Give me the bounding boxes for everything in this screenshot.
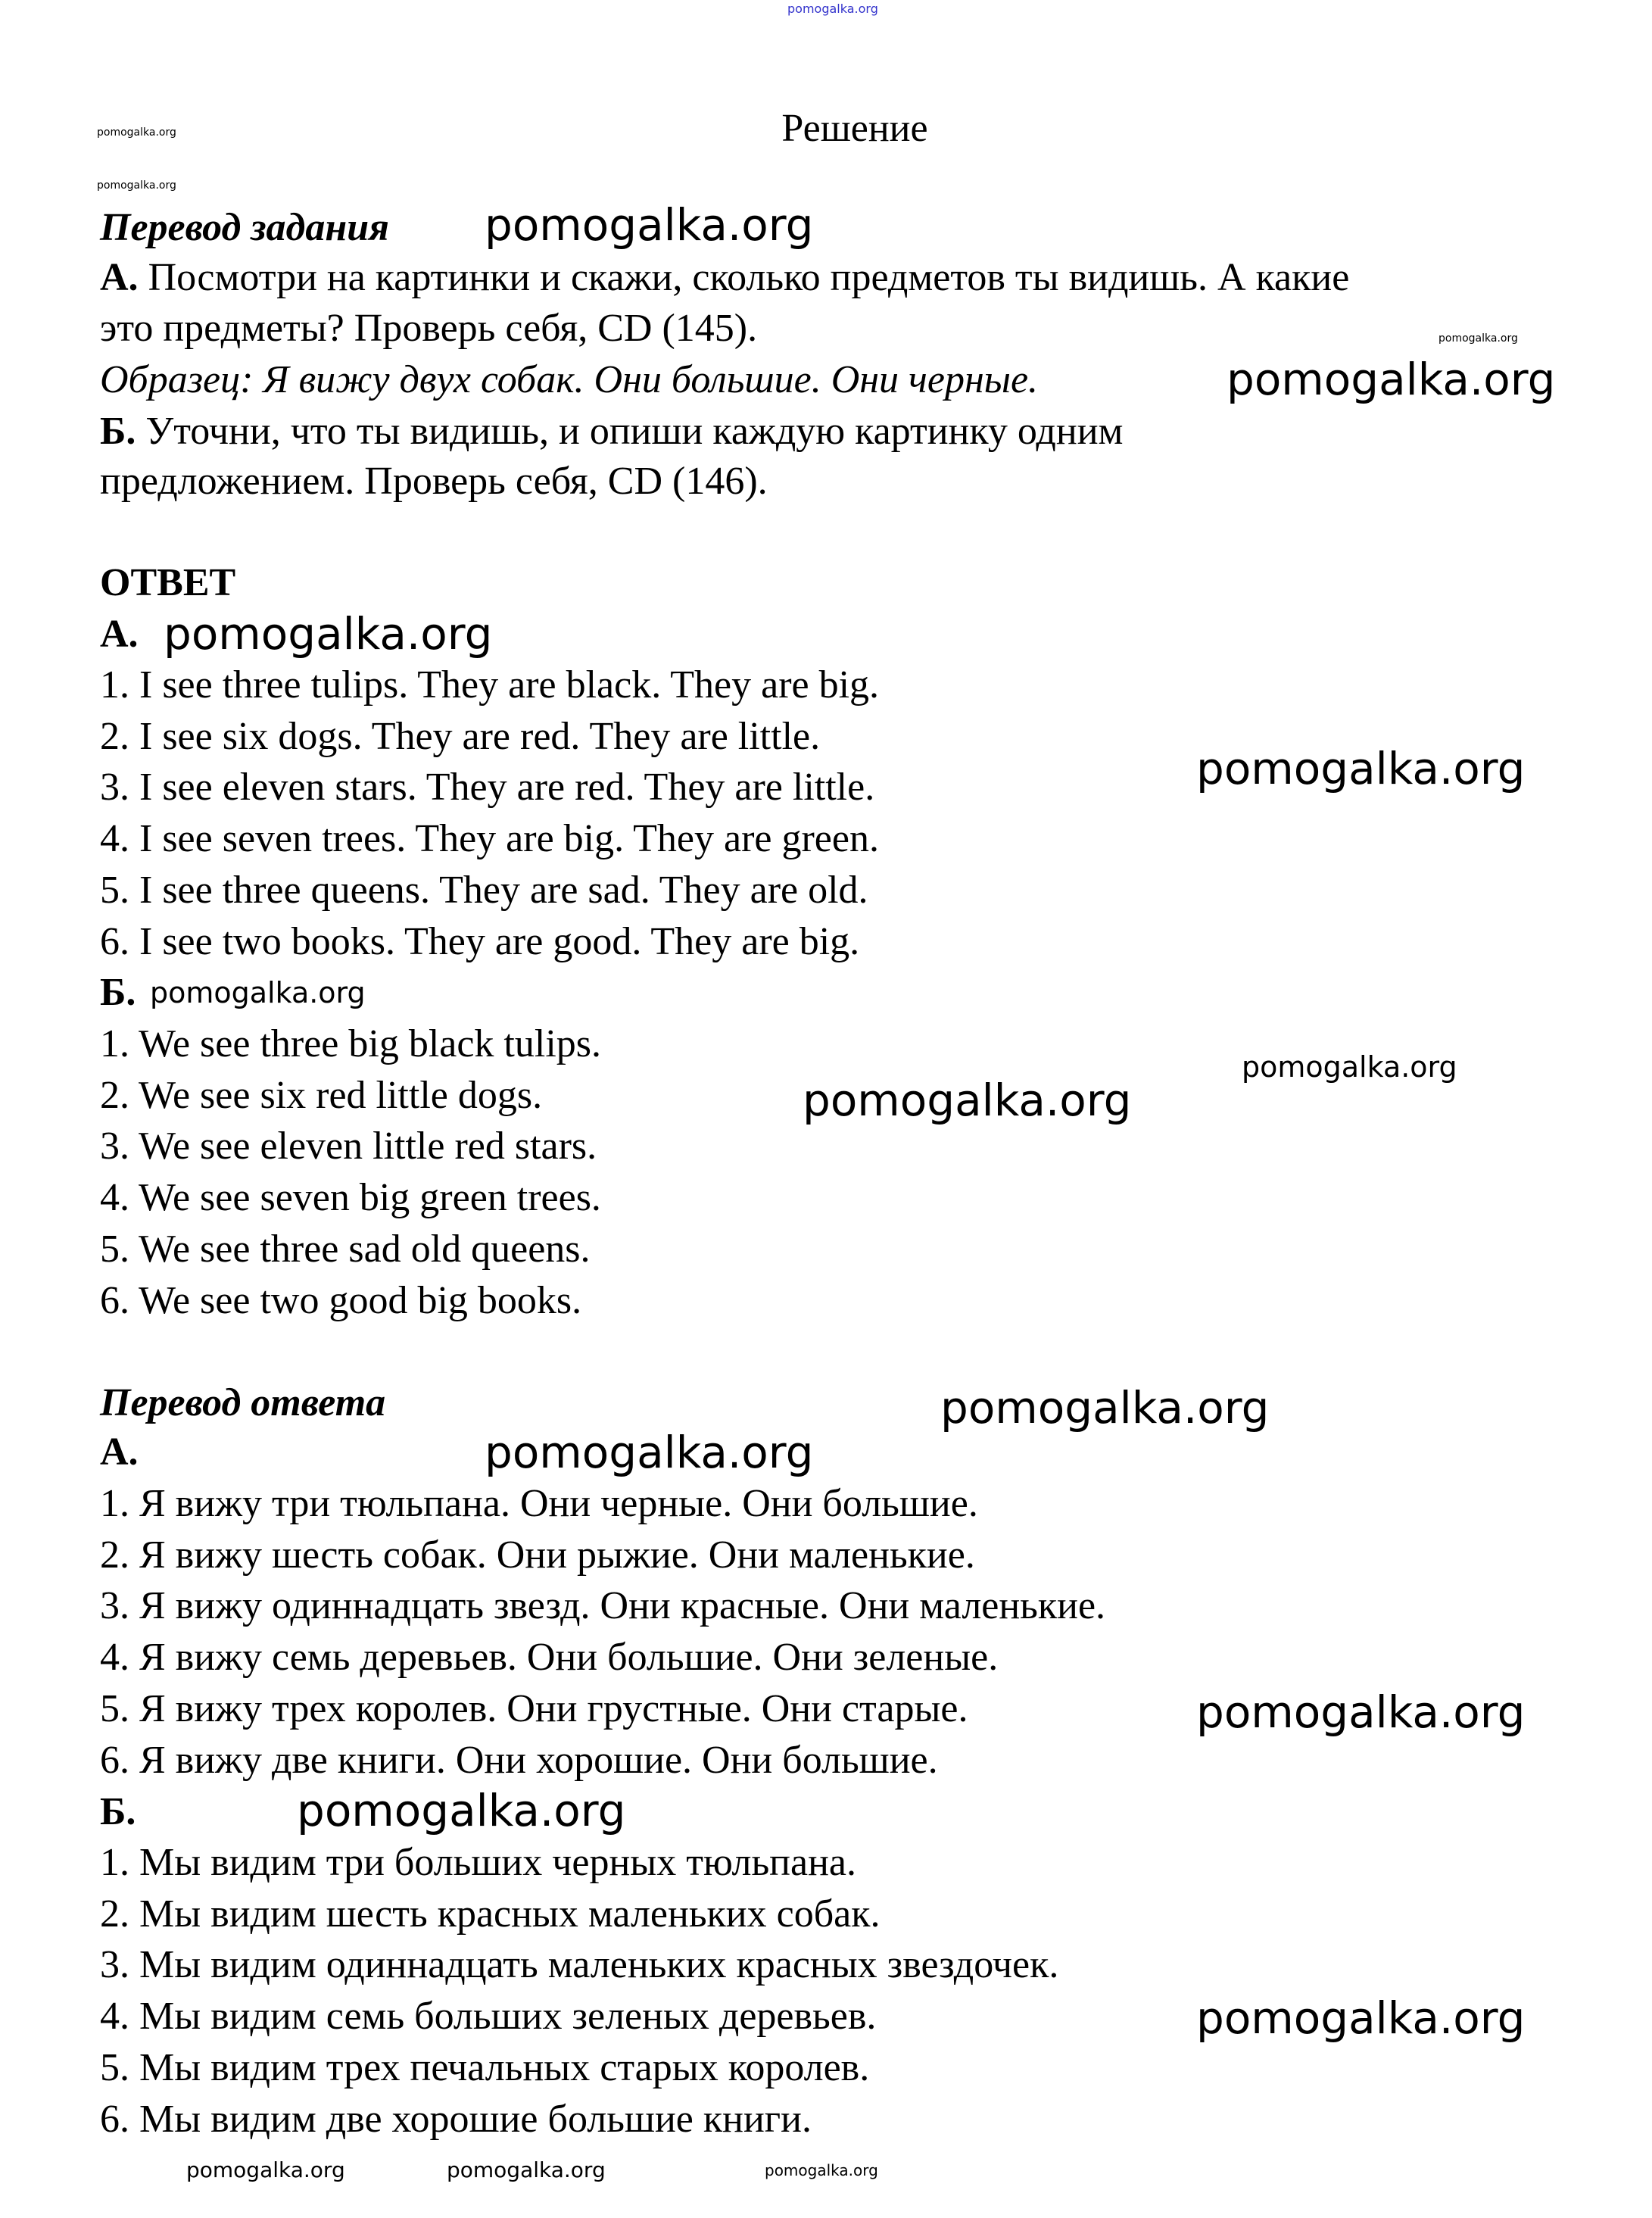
watermark: pomogalka.org <box>1227 354 1556 405</box>
answer-a-line: 4. I see seven trees. They are big. They are green. <box>100 817 879 861</box>
translation-b-line: 6. Мы видим две хорошие большие книги. <box>100 2097 812 2141</box>
translation-a-line: 4. Я вижу семь деревьев. Они большие. Они зеленые. <box>100 1636 999 1680</box>
watermark: pomogalka.org <box>97 179 176 192</box>
watermark: pomogalka.org <box>1196 1992 1526 2044</box>
watermark: pomogalka.org <box>485 1427 814 1478</box>
watermark: pomogalka.org <box>150 976 366 1009</box>
task-b-label: Б. <box>100 410 136 453</box>
watermark: pomogalka.org <box>803 1075 1132 1126</box>
watermark: pomogalka.org <box>164 608 493 660</box>
task-b-line-2: предложением. Проверь себя, CD (146). <box>100 460 768 503</box>
watermark: pomogalka.org <box>765 2161 878 2179</box>
translation-a-line: 2. Я вижу шесть собак. Они рыжие. Они маленькие. <box>100 1533 975 1577</box>
answer-b-label: Б. <box>100 971 136 1014</box>
answer-a-line: 2. I see six dogs. They are red. They are little. <box>100 714 821 758</box>
answer-heading: ОТВЕТ <box>100 561 236 604</box>
watermark: pomogalka.org <box>97 126 176 139</box>
watermark: pomogalka.org <box>1196 743 1526 794</box>
answer-b-line: 5. We see three sad old queens. <box>100 1227 591 1271</box>
translation-a-line: 3. Я вижу одиннадцать звезд. Они красные. Они маленькие. <box>100 1584 1106 1628</box>
watermark: pomogalka.org <box>1242 1050 1457 1084</box>
page-title: Решение <box>781 107 928 150</box>
answer-a-line: 3. I see eleven stars. They are red. They are little. <box>100 766 875 810</box>
translation-heading: Перевод ответа <box>100 1381 386 1424</box>
answer-b-line: 3. We see eleven little red stars. <box>100 1125 597 1168</box>
watermark: pomogalka.org <box>447 2157 606 2182</box>
task-example: Образец: Я вижу двух собак. Они большие. Они черные. <box>100 358 1039 401</box>
watermark: pomogalka.org <box>485 199 814 251</box>
translation-b-label: Б. <box>100 1790 136 1833</box>
task-a-text: Посмотри на картинки и скажи, сколько предметов ты видишь. А какие <box>138 256 1350 299</box>
watermark: pomogalka.org <box>1438 332 1518 345</box>
translation-b-line: 4. Мы видим семь больших зеленых деревьев. <box>100 1995 877 2039</box>
answer-a-label: А. <box>100 613 139 656</box>
task-a-line-1 <box>100 252 1349 304</box>
watermark: pomogalka.org <box>940 1382 1270 1433</box>
translation-a-line: 1. Я вижу три тюльпана. Они черные. Они большие. <box>100 1482 978 1525</box>
translation-a-line: 6. Я вижу две книги. Они хорошие. Они большие. <box>100 1738 938 1782</box>
task-b-line-1 <box>100 406 1123 457</box>
task-b-text: Уточни, что ты видишь, и опиши каждую картинку одним <box>136 410 1124 453</box>
task-heading: Перевод задания <box>100 206 389 249</box>
translation-b-line: 2. Мы видим шесть красных маленьких собак. <box>100 1892 881 1936</box>
answer-b-line: 2. We see six red little dogs. <box>100 1073 543 1117</box>
answer-a-line: 5. I see three queens. They are sad. They are old. <box>100 868 868 912</box>
translation-b-line: 5. Мы видим трех печальных старых королев. <box>100 2045 870 2089</box>
answer-b-line: 4. We see seven big green trees. <box>100 1176 601 1220</box>
answer-a-line: 6. I see two books. They are good. They are big. <box>100 919 860 963</box>
translation-b-line: 1. Мы видим три больших черных тюльпана. <box>100 1841 856 1884</box>
answer-b-line: 1. We see three big black tulips. <box>100 1022 602 1065</box>
header-watermark[interactable]: pomogalka.org <box>787 2 878 16</box>
translation-a-label: А. <box>100 1430 139 1474</box>
watermark: pomogalka.org <box>297 1785 626 1836</box>
watermark: pomogalka.org <box>1196 1686 1526 1738</box>
task-a-label: А. <box>100 256 139 299</box>
answer-a-line: 1. I see three tulips. They are black. They are big. <box>100 663 880 707</box>
translation-a-line: 5. Я вижу трех королев. Они грустные. Они старые. <box>100 1686 968 1730</box>
translation-b-line: 3. Мы видим одиннадцать маленьких красных звездочек. <box>100 1943 1059 1987</box>
task-a-line-2: это предметы? Проверь себя, CD (145). <box>100 307 758 350</box>
watermark: pomogalka.org <box>186 2157 345 2182</box>
answer-b-line: 6. We see two good big books. <box>100 1278 582 1322</box>
